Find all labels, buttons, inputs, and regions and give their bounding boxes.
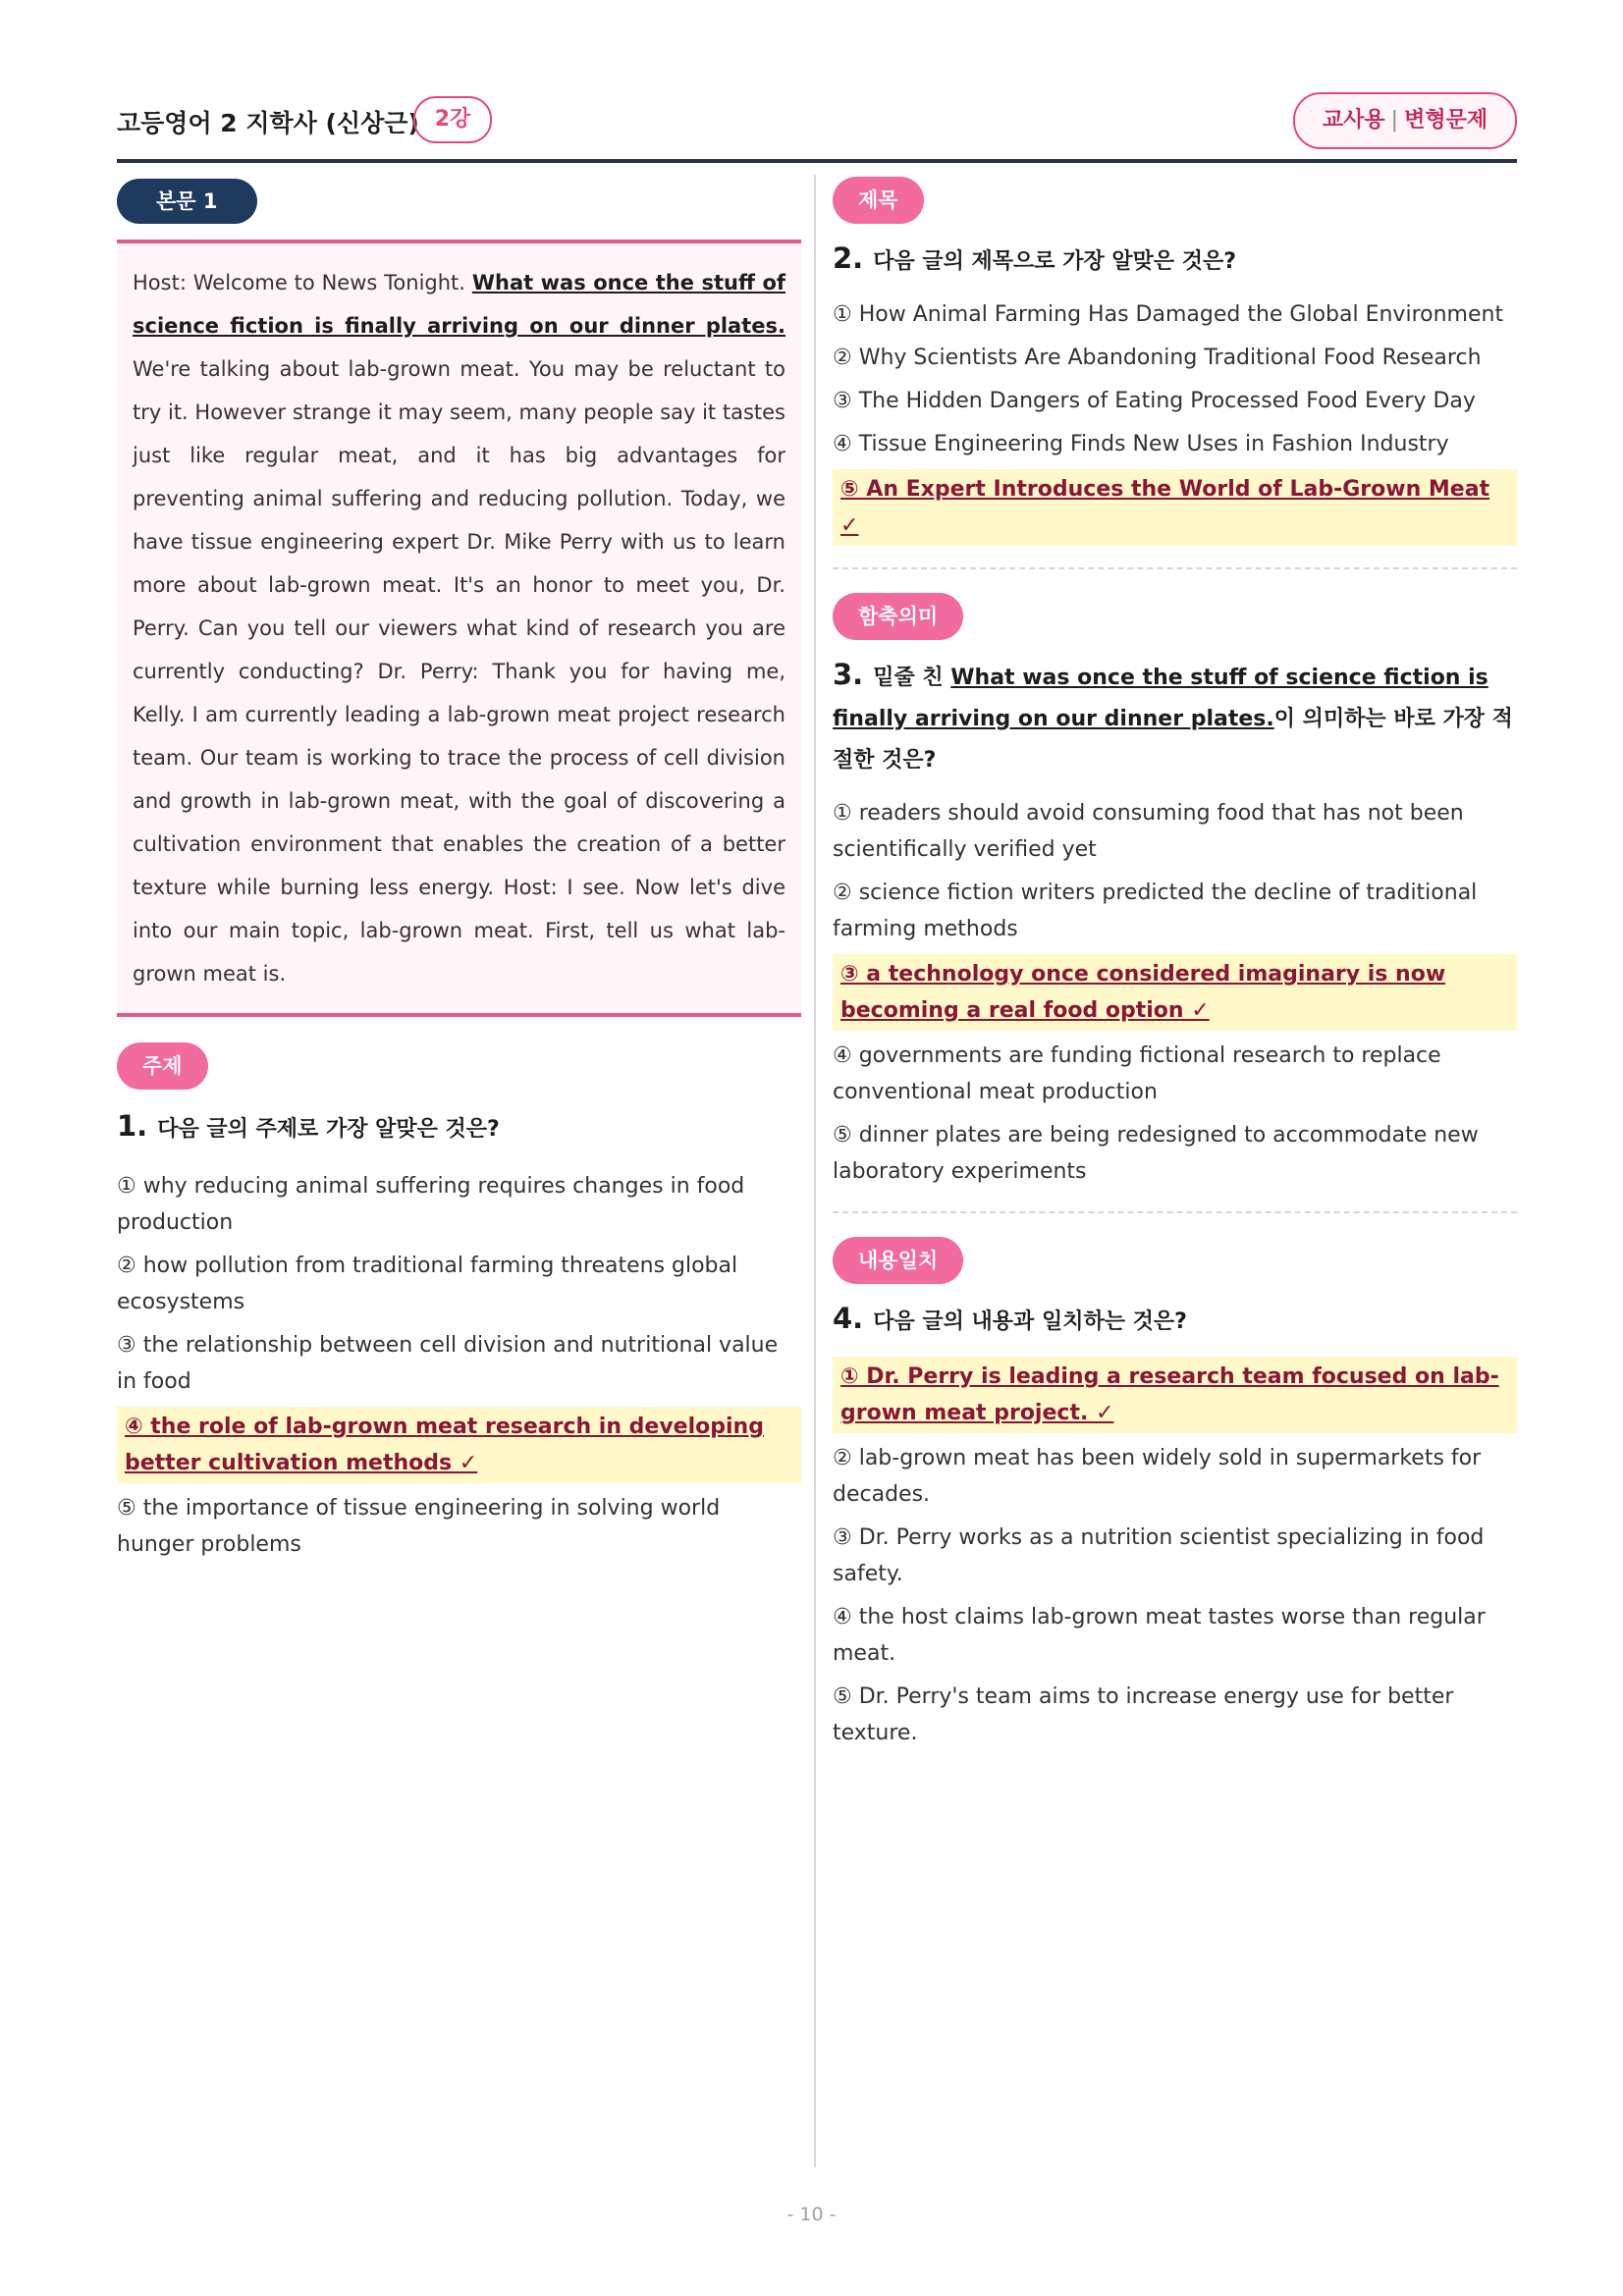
section-divider bbox=[833, 567, 1517, 569]
question-number: 1. bbox=[117, 1109, 148, 1143]
option-1-answer bbox=[833, 1357, 1517, 1433]
question-stem bbox=[117, 1105, 801, 1150]
right-column bbox=[833, 177, 1517, 1758]
option-3: ③ the relationship between cell division and nutritional value in food bbox=[117, 1333, 779, 1394]
option-1: ① How Animal Farming Has Damaged the Global Environment bbox=[833, 302, 1504, 327]
passage-box bbox=[117, 240, 801, 1017]
question-type-tag: 함축의미 bbox=[833, 593, 963, 640]
passage-body: We're talking about lab-grown meat. You may be reluctant to try it. However strange it may seem, many people say it tastes just like regular meat, and it has big advantages for preventing animal suffering and reducing pollution. Today, we have tissue engineering expert Dr. Mike Perry with us to learn more about lab-grown meat. It's an honor to meet you, Dr. Perry. Can you tell our viewers what kind of research you are currently conducting? Dr. Perry: Thank you for having me, Kelly. I am currently leading a lab-grown meat project research team. Our team is working to trace the process of cell division and growth in lab-grown meat, with the goal of discovering a cultivation environment that enables the creation of a better texture while burning less energy. Host: I see. Now let's dive into our main topic, lab-grown meat. First, tell us what lab-grown meat is. bbox=[133, 357, 785, 986]
option-3: ③ Dr. Perry works as a nutrition scientist specializing in food safety. bbox=[833, 1525, 1485, 1586]
question-stem bbox=[833, 1298, 1517, 1343]
textbook-title: 고등영어 2 지학사 (신상근) bbox=[117, 109, 419, 137]
passage-intro: Host: Welcome to News Tonight. bbox=[133, 271, 472, 294]
left-column bbox=[117, 179, 801, 1570]
page-number: - 10 - bbox=[786, 2204, 837, 2225]
edition-separator: | bbox=[1390, 108, 1399, 133]
option-3: ③ The Hidden Dangers of Eating Processed Food Every Day bbox=[833, 389, 1476, 413]
question-text-prefix: 밑줄 친 bbox=[873, 666, 951, 690]
question-text-suffix: 이 의미하는 바로 가장 적절한 것은? bbox=[833, 707, 1513, 773]
option-list bbox=[833, 296, 1517, 546]
passage-label: 본문 1 bbox=[117, 179, 257, 224]
question-number: 2. bbox=[833, 241, 864, 275]
question-number: 3. bbox=[833, 658, 864, 691]
option-5-answer bbox=[833, 469, 1517, 546]
question-number: 4. bbox=[833, 1302, 864, 1335]
option-4: ④ the host claims lab-grown meat tastes worse than regular meat. bbox=[833, 1605, 1486, 1666]
option-4: ④ Tissue Engineering Finds New Uses in Fashion Industry bbox=[833, 432, 1449, 456]
passage-underlined-sentence: What was once the stuff of science fiction is finally arriving on our dinner plates. bbox=[133, 271, 786, 338]
question-text: 다음 글의 제목으로 가장 알맞은 것은? bbox=[873, 249, 1237, 274]
lesson-badge: 2강 bbox=[413, 96, 492, 143]
option-4-answer bbox=[117, 1407, 801, 1483]
option-2: ② Why Scientists Are Abandoning Traditional Food Research bbox=[833, 346, 1482, 370]
question-underlined-phrase: What was once the stuff of science fiction is finally arriving on our dinner plates. bbox=[833, 666, 1488, 731]
question-type-tag: 제목 bbox=[833, 177, 924, 224]
option-2: ② how pollution from traditional farming threatens global ecosystems bbox=[117, 1254, 738, 1314]
answer-text: ① Dr. Perry is leading a research team focused on lab-grown meat project. ✓ bbox=[840, 1364, 1499, 1425]
question-stem bbox=[833, 238, 1517, 283]
question-stem bbox=[833, 654, 1517, 781]
option-list bbox=[117, 1168, 801, 1563]
answer-text: ③ a technology once considered imaginary is now becoming a real food option ✓ bbox=[840, 962, 1446, 1023]
option-list bbox=[833, 795, 1517, 1190]
edition-label: 교사용 bbox=[1322, 108, 1385, 133]
answer-text: ④ the role of lab-grown meat research in developing better cultivation methods ✓ bbox=[125, 1415, 764, 1475]
option-list bbox=[833, 1357, 1517, 1751]
question-text: 다음 글의 내용과 일치하는 것은? bbox=[873, 1309, 1187, 1334]
option-5: ⑤ the importance of tissue engineering in solving world hunger problems bbox=[117, 1496, 721, 1557]
question-type-tag: 내용일치 bbox=[833, 1237, 963, 1284]
option-1: ① readers should avoid consuming food that has not been scientifically verified yet bbox=[833, 801, 1464, 862]
option-5: ⑤ Dr. Perry's team aims to increase energy use for better texture. bbox=[833, 1684, 1454, 1745]
question-type-tag: 주제 bbox=[117, 1042, 208, 1090]
answer-text: ⑤ An Expert Introduces the World of Lab-Grown Meat ✓ bbox=[840, 477, 1490, 538]
option-1: ① why reducing animal suffering requires changes in food production bbox=[117, 1174, 745, 1235]
column-divider bbox=[814, 175, 816, 2167]
option-2: ② lab-grown meat has been widely sold in supermarkets for decades. bbox=[833, 1446, 1482, 1507]
question-text: 다음 글의 주제로 가장 알맞은 것은? bbox=[157, 1117, 500, 1142]
page-header bbox=[117, 96, 1517, 163]
section-divider bbox=[833, 1211, 1517, 1213]
option-4: ④ governments are funding fictional research to replace conventional meat production bbox=[833, 1043, 1441, 1104]
edition-badge bbox=[1293, 92, 1517, 149]
option-5: ⑤ dinner plates are being redesigned to accommodate new laboratory experiments bbox=[833, 1123, 1479, 1184]
option-3-answer bbox=[833, 954, 1517, 1031]
passage-text bbox=[133, 261, 785, 995]
option-2: ② science fiction writers predicted the decline of traditional farming methods bbox=[833, 881, 1478, 941]
edition-type: 변형문제 bbox=[1404, 108, 1488, 133]
